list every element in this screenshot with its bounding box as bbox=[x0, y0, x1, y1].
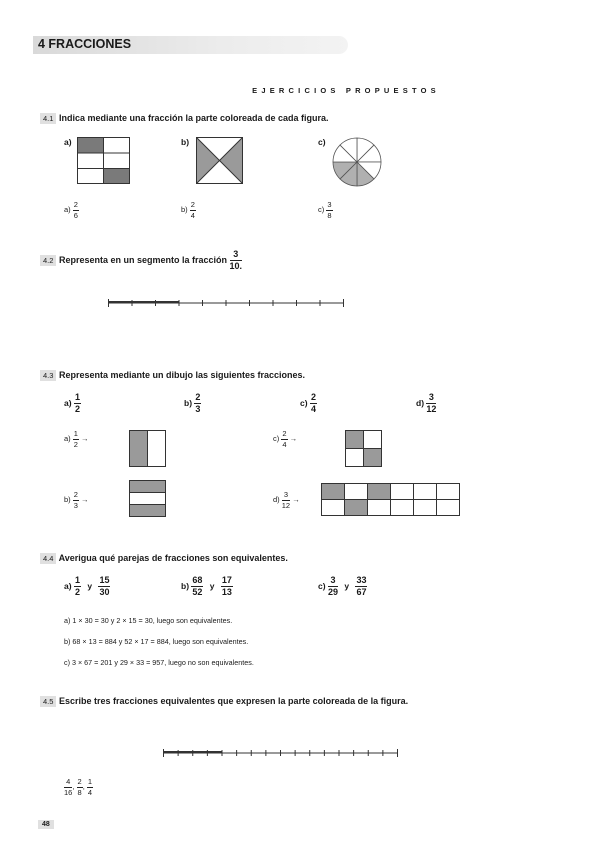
answer-4-1-a bbox=[64, 201, 79, 219]
number-line-segment-4-2 bbox=[108, 298, 348, 308]
denominator: 3 bbox=[73, 500, 78, 510]
answer-4-5 bbox=[64, 778, 93, 796]
fraction bbox=[98, 576, 110, 597]
exercise-number: 4.2 bbox=[40, 255, 56, 266]
fraction bbox=[191, 576, 203, 597]
pair-label: a) bbox=[64, 580, 72, 591]
exercise-text: Averigua qué parejas de fracciones son equivalentes. bbox=[58, 553, 288, 563]
solution-line-b: b) 68 × 13 = 884 y 52 × 17 = 884, luego son equivalentes. bbox=[64, 637, 249, 646]
numerator: 15 bbox=[99, 575, 110, 585]
pair-4-4-c bbox=[318, 576, 367, 597]
figure-label-b: b) bbox=[181, 137, 190, 147]
numerator: 2 bbox=[77, 777, 82, 786]
separator: , bbox=[72, 781, 75, 791]
numerator: 3 bbox=[282, 491, 290, 501]
denominator: 29 bbox=[327, 587, 338, 597]
answer-label: c) bbox=[318, 204, 325, 214]
fraction bbox=[74, 393, 81, 414]
denominator: 2 bbox=[74, 404, 80, 414]
answer-label: b) bbox=[64, 494, 71, 504]
chapter-title: 4 FRACCIONES bbox=[38, 37, 132, 51]
denominator: 4 bbox=[310, 404, 316, 414]
denominator: 13 bbox=[221, 587, 232, 597]
answer-label: b) bbox=[181, 204, 188, 214]
item-4-3-b bbox=[184, 393, 201, 414]
item-label: d) bbox=[416, 397, 425, 408]
exercise-4-4-heading bbox=[40, 553, 288, 563]
numerator: 1 bbox=[74, 575, 80, 585]
denominator: 3 bbox=[195, 404, 201, 414]
answer-label: d) bbox=[273, 494, 280, 504]
figure-label-a: a) bbox=[64, 137, 72, 147]
denominator: 4 bbox=[87, 787, 93, 797]
numerator: 2 bbox=[73, 490, 78, 499]
fraction bbox=[73, 201, 79, 219]
fraction bbox=[230, 250, 243, 271]
answer-label: a) bbox=[64, 433, 71, 443]
arrow-icon: → bbox=[81, 433, 89, 443]
fraction bbox=[326, 201, 332, 219]
exercise-number: 4.1 bbox=[40, 113, 56, 124]
numerator: 2 bbox=[190, 200, 195, 209]
denominator: 30 bbox=[99, 587, 110, 597]
denominator: 4 bbox=[190, 210, 195, 220]
pair-label: b) bbox=[181, 580, 190, 591]
answer-4-3-d bbox=[273, 491, 300, 509]
grid-figure-a bbox=[77, 137, 131, 185]
answer-label: a) bbox=[64, 204, 71, 214]
conjunction: y bbox=[87, 580, 93, 591]
denominator: 10. bbox=[229, 261, 243, 271]
arrow-icon: → bbox=[289, 433, 298, 443]
numerator: 1 bbox=[87, 777, 93, 786]
exercise-4-5-heading bbox=[40, 696, 408, 706]
conjunction: y bbox=[209, 580, 215, 591]
fraction bbox=[190, 201, 196, 219]
numerator: 1 bbox=[73, 429, 78, 438]
item-label: a) bbox=[64, 397, 72, 408]
twelfths-drawing bbox=[321, 483, 461, 517]
quarter-grid-drawing bbox=[345, 430, 383, 468]
denominator: 6 bbox=[73, 210, 78, 220]
fraction bbox=[426, 393, 436, 414]
denominator: 8 bbox=[77, 787, 82, 797]
denominator: 12 bbox=[426, 404, 437, 414]
denominator: 2 bbox=[73, 439, 78, 449]
exercise-text: Escribe tres fracciones equivalentes que expresen la parte coloreada de la figura. bbox=[58, 696, 409, 706]
solution-line-a: a) 1 × 30 = 30 y 2 × 15 = 30, luego son equivalentes. bbox=[64, 616, 233, 625]
numerator: 3 bbox=[328, 576, 338, 587]
diagonal-square-figure-b bbox=[196, 137, 244, 185]
circle-figure-c bbox=[332, 137, 382, 187]
denominator: 8 bbox=[327, 210, 332, 220]
exercise-4-1-heading bbox=[40, 113, 329, 123]
answer-4-3-c bbox=[273, 430, 297, 448]
item-4-3-c bbox=[300, 393, 317, 414]
fraction bbox=[87, 778, 93, 796]
numerator: 2 bbox=[282, 429, 287, 438]
denominator: 4 bbox=[282, 439, 287, 449]
number-line-segment-4-5 bbox=[163, 748, 403, 758]
exercise-text: Representa en un segmento la fracción bbox=[58, 254, 227, 265]
numerator: 3 bbox=[426, 393, 436, 404]
numerator: 2 bbox=[73, 200, 78, 209]
answer-4-1-c bbox=[318, 201, 333, 219]
answer-4-3-b bbox=[64, 491, 89, 509]
pair-4-4-a bbox=[64, 576, 110, 597]
fraction bbox=[221, 576, 233, 597]
numerator: 3 bbox=[327, 200, 332, 209]
fraction bbox=[328, 576, 338, 597]
answer-label: c) bbox=[273, 433, 280, 443]
item-4-3-d bbox=[416, 393, 436, 414]
answer-4-3-a bbox=[64, 430, 89, 448]
item-label: c) bbox=[300, 397, 308, 408]
numerator: 33 bbox=[356, 575, 367, 585]
fraction bbox=[282, 491, 290, 509]
half-square-drawing bbox=[129, 430, 167, 468]
numerator: 4 bbox=[64, 778, 72, 788]
fraction bbox=[73, 430, 79, 448]
separator: , bbox=[82, 781, 85, 791]
fraction bbox=[355, 576, 367, 597]
numerator: 2 bbox=[195, 392, 201, 402]
arrow-icon: → bbox=[81, 494, 89, 504]
exercise-4-3-heading bbox=[40, 370, 305, 380]
denominator: 2 bbox=[74, 587, 80, 597]
numerator: 1 bbox=[74, 392, 80, 402]
answer-4-1-b bbox=[181, 201, 196, 219]
pair-label: c) bbox=[318, 580, 326, 591]
page-number: 48 bbox=[38, 820, 54, 829]
fraction bbox=[194, 393, 201, 414]
thirds-drawing bbox=[129, 480, 167, 518]
exercise-number: 4.5 bbox=[40, 696, 56, 707]
figure-label-c: c) bbox=[318, 137, 326, 147]
section-heading: EJERCICIOS PROPUESTOS bbox=[252, 86, 440, 95]
solution-line-c: c) 3 × 67 = 201 y 29 × 33 = 957, luego no son equivalentes. bbox=[64, 658, 254, 667]
conjunction: y bbox=[344, 580, 350, 591]
item-label: b) bbox=[184, 397, 193, 408]
denominator: 67 bbox=[356, 587, 367, 597]
numerator: 3 bbox=[230, 250, 243, 261]
fraction bbox=[74, 576, 81, 597]
numerator: 2 bbox=[310, 392, 316, 402]
exercise-number: 4.3 bbox=[40, 370, 56, 381]
exercise-4-2-heading bbox=[40, 250, 242, 271]
numerator: 68 bbox=[192, 575, 203, 585]
denominator: 12 bbox=[281, 500, 291, 510]
denominator: 52 bbox=[192, 587, 203, 597]
fraction bbox=[281, 430, 287, 448]
item-4-3-a bbox=[64, 393, 81, 414]
exercise-text: Representa mediante un dibujo las siguientes fracciones. bbox=[58, 370, 306, 380]
fraction bbox=[310, 393, 317, 414]
arrow-icon: → bbox=[292, 494, 300, 504]
exercise-text: Indica mediante una fracción la parte coloreada de cada figura. bbox=[58, 113, 329, 123]
pair-4-4-b bbox=[181, 576, 233, 597]
fraction bbox=[73, 491, 79, 509]
exercise-number: 4.4 bbox=[40, 553, 56, 564]
numerator: 17 bbox=[221, 575, 232, 585]
denominator: 16 bbox=[64, 787, 73, 797]
